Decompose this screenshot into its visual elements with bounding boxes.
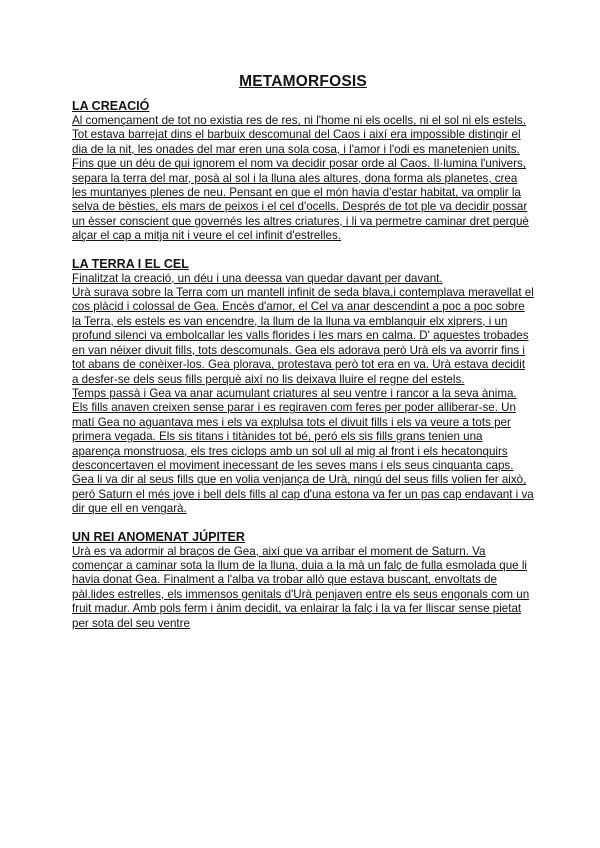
paragraph: Al començament de tot no existia res de res, ni l'home ni els ocells, ni el sol ni els estels. Tot estava barrejat dins el barbuix descomunal del Caos i així era impossible distingir el dia de la nit, les onades del mar eren una sola cosa, i l'amor i l'odi es manetenien units. [72, 114, 526, 156]
section-heading: LA TERRA I EL CEL [72, 256, 189, 271]
paragraph: Urà surava sobre la Terra com un mantell infinit de seda blava,i contemplava meravellat el cos plàcid i colossal de Gea. Encès d'amor, el Cel va anar descendint a poc a poc sobre la Terra, els estels es van encendre, la llum de la lluna va emblanquir elx xiprers, i un profund silenci va embolcallar les valls florides i les mars en calma. D' aquestes trobades en van néixer divuit fills, tots descomunals. Gea els adorava però Urà els va avorrir fins i tot abans de conèixer-los. Gea plorava, protestava però tot era en va. Urà estava decidit a desfer-se dels seus fills perquè així no lis deixava lluire el regne del estels. [72, 286, 534, 386]
paragraph: Temps passà i Gea va anar acumulant criatures al seu ventre i rancor a la seva ànima. Els fills anaven creixen sense parar i es regiraven com feres per poder alliberar-se. Un matí Gea no aguantava mes i els va explulsa tots el divuit fills i els va veure a tots per primera vegada. Els sis titans i titànides tot bé, peró els sis fills grans tenien una aparença monstruosa, els tres ciclops amb un sol ull al mig al front i els hecatonquirs desconcertaven el moviment inecessant de les seves mans i els seus cinquanta caps. [72, 386, 517, 472]
document-title: METAMORFOSIS [239, 73, 367, 90]
paragraph: Gea li va dir al seus fills que en volia venjança de Urà, ningú del seus fills volien fer això, peró Saturn el més jove i bell dels fills al cap d'una estona va fer un pas cap endavant i va dir que ell en vengarà. [72, 473, 534, 516]
paragraph: Fins que un déu de qui ignorem el nom va decidir posar orde al Caos. Il·lumina l'univers, separa la terra del mar, posà al sol i la lluna ales altures, dona forma als planetes, crea les muntanyes plenes de neu. Pensant en que el món havia d'estar habitat, va omplir la selva de bèsties, els mars de peixos i el cel d'ocells. Després de tot ple va decidir possar un èsser conscient que governés les altres criatures, i li va permetre caminar dret perquè alçar el cap a mitja nit i veure el cel infinit d'estrelles. [72, 157, 529, 243]
section-heading: UN REI ANOMENAT JÚPITER [72, 529, 245, 544]
section-heading: LA CREACIÓ [72, 99, 150, 113]
document-page [72, 72, 534, 643]
section-un-rei-anomenat-jupiter [72, 529, 534, 631]
section-la-creacio [72, 98, 534, 244]
paragraph: Urà es va adormir al braços de Gea, així que va arribar el moment de Saturn. Va començar a caminar sota la llum de la lluna, duia a la mà un falç de fulla esmolada que li havia donat Gea. Finalment a l'alba va trobar allò que estava buscant, envoltats de pàl.lides estrelles, els immensos genitals d'Urà penjaven entre els seus engonals com un fruit madur. Amb pols ferm i ànim decidit, va enlairar la falç i la va fer lliscar sense pietat per sota del seu ventre [72, 544, 530, 630]
paragraph: Finalitzat la creació, un déu i una deessa van quedar davant per davant. [72, 271, 443, 285]
section-la-terra-i-el-cel [72, 256, 534, 517]
